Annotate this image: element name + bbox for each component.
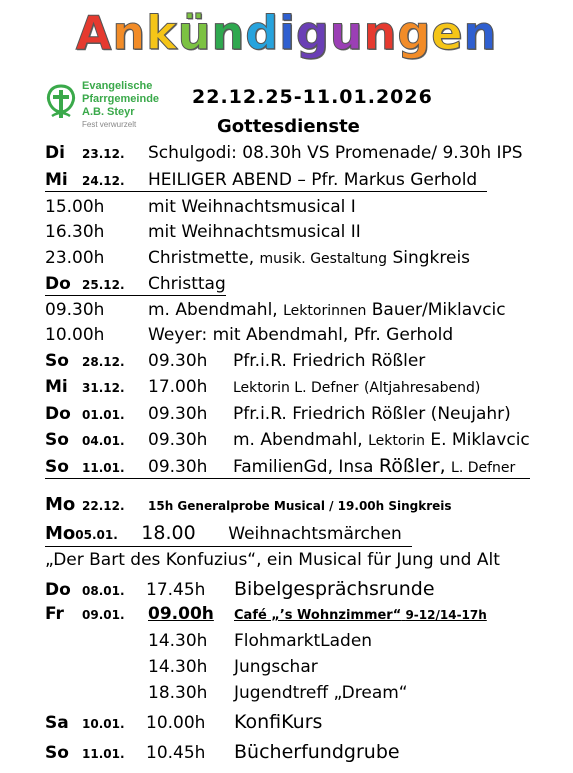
row-date: 09.01. [82,608,125,622]
schedule-row [45,456,530,479]
schedule-row [45,578,435,600]
row-day: Mo [45,494,76,515]
row-day: Mo [45,523,76,544]
schedule-row [45,430,530,450]
row-text: FlohmarktLaden [234,631,373,651]
row-text-small: Lektorin [368,433,425,449]
row-text-small: L. Defner [451,460,516,476]
row-day: Do [45,580,71,600]
schedule-row [45,143,523,163]
row-text: mit Weihnachtsmusical II [148,222,361,242]
row-text: 15h Generalprobe Musical / 19.00h Singkreis [148,499,452,513]
church-logo [44,80,189,132]
row-time: 17.00h [148,377,208,397]
row-time: 09.00h [148,604,214,624]
row-text-small: Lektorin L. Defner [233,380,359,396]
row-text: Bibelgesprächsrunde [234,578,435,600]
logo-line1: Evangelische [82,80,153,92]
row-text: Pfr.i.R. Friedrich Rößler (Neujahr) [233,404,511,424]
row-text: Bauer/Miklavcic [371,300,506,320]
row-date: 01.01. [82,408,125,422]
schedule-row [45,604,487,624]
row-date: 10.01. [82,717,125,731]
row-day: So [45,351,69,371]
title-letter: u [329,6,364,60]
title-letter: i [279,6,296,60]
row-text: m. Abendmahl, [148,300,278,320]
title-letter: k [146,6,178,60]
title-letter: n [211,6,246,60]
row-day: Mi [45,170,68,190]
row-day: Fr [45,604,64,624]
schedule-row [45,711,322,733]
row-date: 24.12. [82,174,125,188]
row-date: 25.12. [82,278,125,292]
row-time: 09.30h [148,351,208,371]
schedule-row [45,170,487,192]
title-letter: e [431,6,464,60]
row-text: Schulgodi: 08.30h VS Promenade/ 9.30h IPS [148,143,523,163]
row-day: Sa [45,713,69,733]
schedule-row [45,274,226,296]
schedule-row [45,351,425,371]
row-time: 17.45h [146,580,206,600]
row-time: 14.30h [148,631,208,651]
row-date: 04.01. [82,434,125,448]
row-date: 08.01. [82,584,125,598]
row-text: Café „’s Wohnzimmer“ [234,608,402,623]
schedule-row [45,522,412,547]
row-text: KonfiKurs [234,711,323,733]
row-day: So [45,457,69,477]
schedule-row [45,325,453,345]
logo-tagline: Fest verwurzelt [82,120,137,129]
row-text-hours: 9-12/14-17h [405,608,487,622]
row-text: Bücherfundgrube [234,741,400,763]
title-letter: g [295,6,330,60]
logo-name [82,80,159,119]
row-date: 28.12. [82,355,125,369]
page-title [0,6,573,60]
row-date: 23.12. [82,147,125,161]
row-time: 18.00 [141,522,196,544]
date-range: 22.12.25-11.01.2026 [192,86,433,108]
row-text-small: musik. Gestaltung [259,251,388,267]
row-text: Singkreis [392,248,471,268]
row-text: Jugendtreff „Dream“ [234,683,408,703]
section-heading: Gottesdienste [217,116,360,137]
schedule-row [45,550,500,570]
title-letter: g [397,6,432,60]
row-time: 09.30h [148,430,208,450]
row-time: 23.00h [45,248,105,268]
row-day: So [45,430,69,450]
title-letter: n [112,6,147,60]
row-time: 10.45h [146,743,206,763]
logo-line3: A.B. Steyr [82,106,135,118]
schedule-row [148,631,372,651]
row-time: 14.30h [148,657,208,677]
title-letter: ü [177,6,212,60]
row-date: 11.01. [82,747,125,761]
row-text: Christmette, [148,248,255,268]
title-letter: A [75,6,113,60]
title-letter: n [363,6,398,60]
row-day: Mi [45,377,68,397]
schedule-row [45,248,470,268]
schedule-row [45,222,361,242]
row-text: Insa [338,457,374,477]
row-time: 10.00h [45,325,105,345]
row-text: HEILIGER ABEND – Pfr. Markus Gerhold [148,170,478,190]
row-text: Christtag [148,274,226,294]
row-text: Weyer: mit Abendmahl, Pfr. Gerhold [148,325,454,345]
logo-line2: Pfarrgemeinde [82,93,160,105]
row-time: 09.30h [148,457,208,477]
schedule-row [45,404,511,424]
row-time: 09.30h [148,404,208,424]
schedule-row [45,741,400,763]
row-text: Pfr.i.R. Friedrich Rößler [233,351,426,371]
row-time: 10.00h [146,713,206,733]
title-letter: n [463,6,498,60]
row-text: Weihnachtsmärchen [228,524,402,544]
row-day: So [45,743,69,763]
schedule-row [45,377,480,397]
row-text: m. Abendmahl, [233,430,363,450]
row-text-small: Lektorinnen [283,303,367,319]
row-text-small: (Altjahresabend) [363,380,481,396]
row-time: 15.00h [45,197,105,217]
row-time: 16.30h [45,222,105,242]
row-text: Rößler, [378,455,446,477]
title-letter: d [245,6,280,60]
row-date: 05.01. [75,528,118,542]
row-time: 09.30h [45,300,105,320]
row-day: Do [45,274,71,294]
schedule-row [45,197,356,217]
row-text: E. Miklavcic [430,430,530,450]
schedule-row [148,657,318,677]
schedule-row [45,494,452,515]
row-day: Di [45,143,65,163]
row-day: Do [45,404,71,424]
row-text: mit Weihnachtsmusical I [148,197,356,217]
row-text: FamilienGd, [233,457,333,477]
schedule-row [45,300,506,320]
row-text: „Der Bart des Konfuzius“, ein Musical für Jung und Alt [45,550,500,570]
row-date: 22.12. [82,499,125,513]
schedule-row [148,683,408,703]
church-logo-icon [44,82,78,120]
row-text: Jungschar [234,657,318,677]
row-date: 11.01. [82,461,125,475]
row-time: 18.30h [148,683,208,703]
row-date: 31.12. [82,381,125,395]
